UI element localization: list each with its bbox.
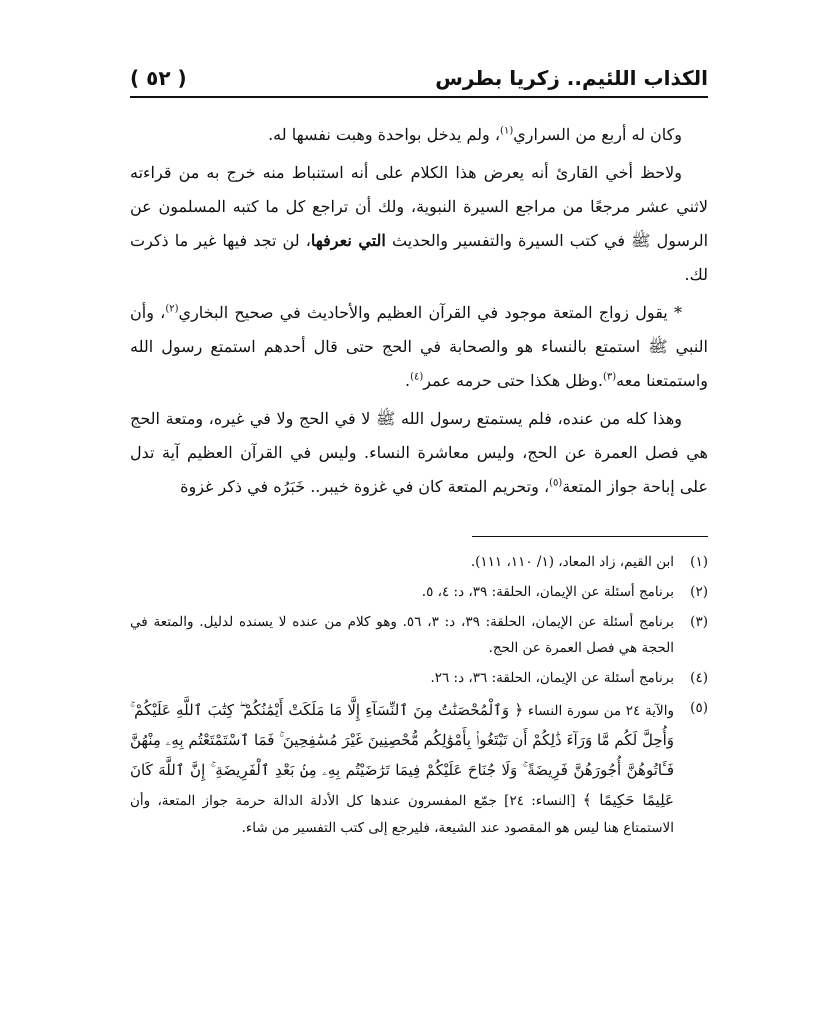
footnote-3: [130, 609, 708, 661]
footnote-text: والآية ٢٤ من سورة النساء ﴿ وَٱلْمُحْصَنَٰتُ مِنَ ٱلنِّسَآءِ إِلَّا مَا مَلَكَتْ أَيْمَٰنُكُمْ ۖ كِتَٰبَ ٱللَّهِ عَلَيْكُمْ ۚ وَأُحِلَّ لَكُم مَّا وَرَآءَ ذَٰلِكُمْ أَن تَبْتَغُوا۟ بِأَمْوَٰلِكُم مُّحْصِنِينَ غَيْرَ مُسَٰفِحِينَ ۚ فَمَا ٱسْتَمْتَعْتُم بِهِۦ مِنْهُنَّ فَـَٔاتُوهُنَّ أُجُورَهُنَّ فَرِيضَةً ۚ وَلَا جُنَاحَ عَلَيْكُمْ فِيمَا تَرَٰضَيْتُم بِهِۦ مِنۢ بَعْدِ ٱلْفَرِيضَةِ ۚ إِنَّ ٱللَّهَ كَانَ عَلِيمًا حَكِيمًا ﴾ [النساء: ٢٤] جمّع المفسرون عندها كل الأدلة الدالة حرمة جواز المتعة، وأن الاستمتاع هنا ليس هو المقصود عند الشيعة، فليرجع إلى كتب التفسير من شاء.: [130, 701, 674, 836]
paragraph-2: ولاحظ أخي القارئ أنه يعرض هذا الكلام على أنه استنباط منه خرج به من قراءته لاثني عشر مرجعًا من مراجع السيرة النبوية، ولك أن تراجع كل ما كتبه المسلمون عن الرسول ﷺ في كتب السيرة والتفسير والحديث التي نعرفها، لن تجد فيها غير ما ذكرت لك.: [130, 163, 709, 284]
quran-verse: ﴿ وَٱلْمُحْصَنَٰتُ مِنَ ٱلنِّسَآءِ إِلَّا مَا مَلَكَتْ أَيْمَٰنُكُمْ ۖ كِتَٰبَ ٱللَّهِ عَلَيْكُمْ ۚ وَأُحِلَّ لَكُم مَّا وَرَآءَ ذَٰلِكُمْ أَن تَبْتَغُوا۟ بِأَمْوَٰلِكُم مُّحْصِنِينَ غَيْرَ مُسَٰفِحِينَ ۚ فَمَا ٱسْتَمْتَعْتُم بِهِۦ مِنْهُنَّ فَـَٔاتُوهُنَّ أُجُورَهُنَّ فَرِيضَةً ۚ وَلَا جُنَاحَ عَلَيْكُمْ فِيمَا تَرَٰضَيْتُم بِهِۦ مِنۢ بَعْدِ ٱلْفَرِيضَةِ ۚ إِنَّ ٱللَّهَ كَانَ عَلِيمًا حَكِيمًا ﴾: [130, 701, 674, 809]
footnote-text: برنامج أسئلة عن الإيمان، الحلقة: ٣٦، د: ٢٦.: [430, 670, 674, 686]
footnote-text: برنامج أسئلة عن الإيمان، الحلقة: ٣٩، د: ٤، ٥.: [421, 584, 674, 600]
footnote-number: (١): [690, 554, 708, 570]
footnote-ref[interactable]: (٢): [165, 303, 179, 315]
page-number: ( ٥٢ ): [130, 66, 187, 90]
footnotes: [130, 549, 708, 841]
footnote-text: ابن القيم، زاد المعاد، (١/ ١١٠، ١١١).: [470, 554, 674, 570]
bold-phrase: التي نعرفها: [310, 231, 386, 250]
footnote-ref[interactable]: (١): [500, 125, 514, 137]
footnote-ref[interactable]: (٣): [602, 371, 617, 383]
paragraph-4: وهذا كله من عنده، فلم يستمتع رسول الله ﷺ لا في الحج ولا في غيره، ومتعة الحج هي فصل العمرة عن الحج، وليس معاشرة النساء. وليس في القرآن العظيم آية تدل على إباحة جواز المتعة$^{(٥)}$، وتحريم المتعة كان في غزوة خيبر.. خَبَرُه في ذكر غزوة: [130, 409, 708, 496]
main-text: [130, 118, 708, 504]
footnote-separator: [472, 536, 708, 537]
book-page: [130, 60, 708, 1000]
paragraph-1: وكان له أربع من السراري$^{(١)}$، ولم يدخل بواحدة وهبت نفسها له.: [268, 125, 682, 144]
footnote-number: (٤): [690, 670, 708, 686]
footnote-number: (٢): [690, 584, 708, 600]
footnote-2: [130, 579, 708, 605]
footnote-5: [130, 695, 708, 841]
paragraph-3: * يقول زواج المتعة موجود في القرآن العظيم والأحاديث في صحيح البخاري$^{(٢)}$، وأن النبي ﷺ استمتع بالنساء هو والصحابة في الحج حتى قال أحدهم استمتع رسول الله واستمتعنا معه$^{(٣)}$.وظل هكذا حتى حرمه عمر$^{(٤)}$.: [130, 303, 708, 390]
footnote-ref[interactable]: (٥): [549, 477, 563, 489]
running-title: الكذاب اللئيم.. زكريا بطرس: [435, 66, 708, 90]
running-header: [130, 60, 708, 98]
footnote-1: [130, 549, 708, 575]
footnote-number: (٣): [690, 614, 708, 630]
footnote-4: [130, 665, 708, 691]
footnote-ref[interactable]: (٤): [410, 371, 424, 383]
footnote-number: (٥): [690, 700, 708, 716]
footnote-text: برنامج أسئلة عن الإيمان، الحلقة: ٣٩، د: ٣، ٥٦. وهو كلام من عنده لا يسنده لدليل. والمتعة في الحجة هي فصل العمرة عن الحج.: [130, 614, 675, 656]
